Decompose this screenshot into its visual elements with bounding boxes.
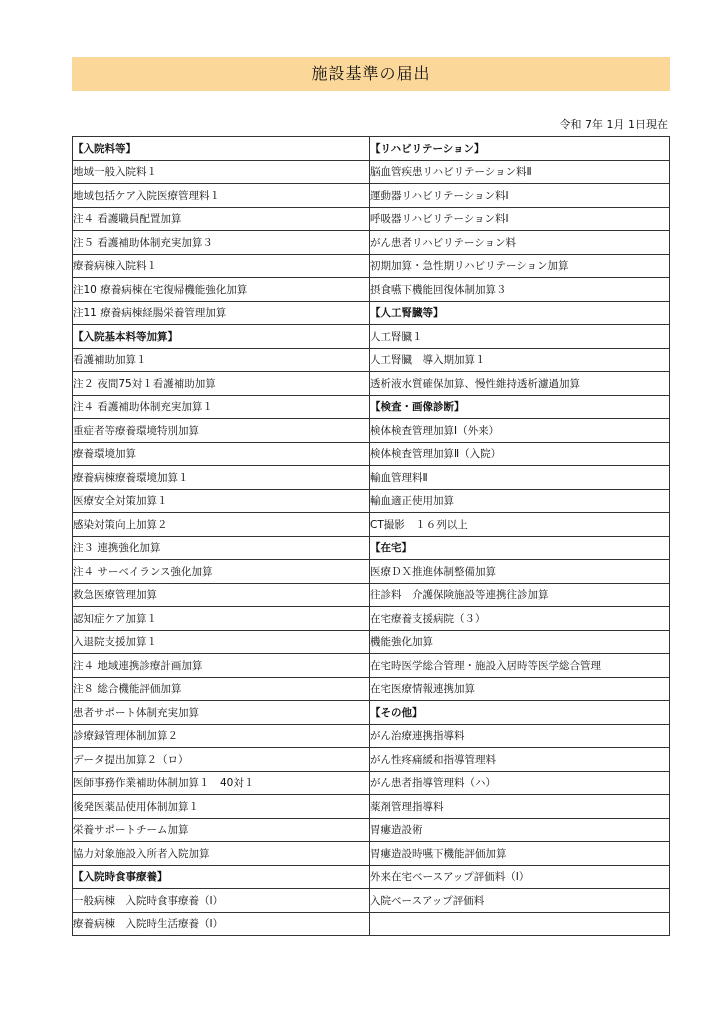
section-header: 【入院料等】 (73, 137, 370, 161)
table-cell-left: 地域包括ケア入院医療管理料１ (73, 184, 370, 208)
table-cell-right: 外来在宅ベースアップ評価料（Ⅰ） (370, 865, 670, 889)
table-cell-left: 注５ 看護補助体制充実加算３ (73, 231, 370, 255)
table-cell-right: 往診料 介護保険施設等連携往診加算 (370, 583, 670, 607)
section-header: 【人工腎臓等】 (370, 301, 670, 325)
section-header: 【リハビリテーション】 (370, 137, 670, 161)
table-row (73, 442, 670, 466)
table-cell-right: 人工腎臓 導入期加算１ (370, 348, 670, 372)
table-row (73, 795, 670, 819)
table-cell-left: 看護補助加算１ (73, 348, 370, 372)
table-row (73, 724, 670, 748)
table-cell-left: 注４ 看護補助体制充実加算１ (73, 395, 370, 419)
table-cell-right: 呼吸器リハビリテーション料Ⅰ (370, 207, 670, 231)
table-row (73, 654, 670, 678)
table-cell-left: 療養病棟 入院時生活療養（Ⅰ） (73, 912, 370, 936)
section-header: 【入院基本料等加算】 (73, 325, 370, 349)
table-cell-right: CT撮影 １６列以上 (370, 513, 670, 537)
table-cell-left: 入退院支援加算１ (73, 630, 370, 654)
table-cell-right: 初期加算・急性期リハビリテーション加算 (370, 254, 670, 278)
section-header: 【在宅】 (370, 536, 670, 560)
table-cell-left: 医師事務作業補助体制加算１ 40対１ (73, 771, 370, 795)
table-cell-left: データ提出加算２（ロ） (73, 748, 370, 772)
table-cell-right: 医療ＤＸ推進体制整備加算 (370, 560, 670, 584)
table-row (73, 607, 670, 631)
table-cell-left: 救急医療管理加算 (73, 583, 370, 607)
table-row (73, 912, 670, 936)
facility-standards-table (72, 136, 670, 936)
section-header: 【その他】 (370, 701, 670, 725)
table-cell-right: 運動器リハビリテーション料Ⅰ (370, 184, 670, 208)
table-row (73, 583, 670, 607)
table-row (73, 254, 670, 278)
table-cell-right: 在宅医療情報連携加算 (370, 677, 670, 701)
table-cell-left: 医療安全対策加算１ (73, 489, 370, 513)
table-cell-right (370, 912, 670, 936)
table-cell-left: 感染対策向上加算２ (73, 513, 370, 537)
table-cell-left: 栄養サポートチーム加算 (73, 818, 370, 842)
table-cell-right: 脳血管疾患リハビリテーション料Ⅱ (370, 160, 670, 184)
table-row (73, 325, 670, 349)
table-row (73, 818, 670, 842)
table-row (73, 348, 670, 372)
table-cell-right: がん患者リハビリテーション料 (370, 231, 670, 255)
table-cell-left: 注11 療養病棟経腸栄養管理加算 (73, 301, 370, 325)
table-cell-left: 地域一般入院料１ (73, 160, 370, 184)
table-cell-right: 在宅時医学総合管理・施設入居時等医学総合管理 (370, 654, 670, 678)
table-row (73, 301, 670, 325)
table-row (73, 278, 670, 302)
table-cell-left: 重症者等療養環境特別加算 (73, 419, 370, 443)
table-cell-right: 入院ベースアップ評価料 (370, 889, 670, 913)
table-row (73, 137, 670, 161)
table-cell-left: 療養環境加算 (73, 442, 370, 466)
table-row (73, 842, 670, 866)
section-header: 【入院時食事療養】 (73, 865, 370, 889)
table-cell-right: 輸血適正使用加算 (370, 489, 670, 513)
table-cell-left: 協力対象施設入所者入院加算 (73, 842, 370, 866)
table-row (73, 889, 670, 913)
table-row (73, 160, 670, 184)
table-row (73, 184, 670, 208)
table-cell-right: がん性疼痛緩和指導管理料 (370, 748, 670, 772)
table-row (73, 748, 670, 772)
table-cell-right: 検体検査管理加算Ⅰ（外来） (370, 419, 670, 443)
table-row (73, 677, 670, 701)
table-row (73, 466, 670, 490)
table-cell-left: 一般病棟 入院時食事療養（Ⅰ） (73, 889, 370, 913)
table-row (73, 630, 670, 654)
table-row (73, 489, 670, 513)
table-cell-right: 機能強化加算 (370, 630, 670, 654)
table-row (73, 771, 670, 795)
table-cell-left: 注２ 夜間75対１看護補助加算 (73, 372, 370, 396)
table-cell-left: 注４ 看護職員配置加算 (73, 207, 370, 231)
table-row (73, 207, 670, 231)
table-cell-left: 患者サポート体制充実加算 (73, 701, 370, 725)
table-cell-right: 胃瘻造設時嚥下機能評価加算 (370, 842, 670, 866)
table-cell-right: 薬剤管理指導料 (370, 795, 670, 819)
table-cell-left: 注８ 総合機能評価加算 (73, 677, 370, 701)
table-cell-right: 摂食嚥下機能回復体制加算３ (370, 278, 670, 302)
table-row (73, 560, 670, 584)
table-cell-left: 注10 療養病棟在宅復帰機能強化加算 (73, 278, 370, 302)
table-cell-right: 検体検査管理加算Ⅱ（入院） (370, 442, 670, 466)
table-cell-left: 後発医薬品使用体制加算１ (73, 795, 370, 819)
table-row (73, 395, 670, 419)
table-row (73, 231, 670, 255)
table-cell-right: 透析液水質確保加算、慢性維持透析濾過加算 (370, 372, 670, 396)
table-cell-left: 認知症ケア加算１ (73, 607, 370, 631)
table-row (73, 513, 670, 537)
table-row (73, 865, 670, 889)
section-header: 【検査・画像診断】 (370, 395, 670, 419)
table-cell-right: 輸血管理料Ⅱ (370, 466, 670, 490)
table-cell-right: 胃瘻造設術 (370, 818, 670, 842)
table-row (73, 701, 670, 725)
table-cell-left: 注３ 連携強化加算 (73, 536, 370, 560)
table-cell-left: 注４ サーベイランス強化加算 (73, 560, 370, 584)
table-cell-right: がん治療連携指導料 (370, 724, 670, 748)
table-row (73, 536, 670, 560)
table-cell-left: 療養病棟入院料１ (73, 254, 370, 278)
table-cell-right: がん患者指導管理料（ハ） (370, 771, 670, 795)
date-label: 令和 7年 1月 1日現在 (559, 118, 668, 131)
table-row (73, 419, 670, 443)
table-cell-right: 人工腎臓１ (370, 325, 670, 349)
table-cell-right: 在宅療養支援病院（３） (370, 607, 670, 631)
page-title: 施設基準の届出 (72, 57, 670, 91)
table-cell-left: 診療録管理体制加算２ (73, 724, 370, 748)
table-row (73, 372, 670, 396)
table-cell-left: 療養病棟療養環境加算１ (73, 466, 370, 490)
table-cell-left: 注４ 地域連携診療計画加算 (73, 654, 370, 678)
